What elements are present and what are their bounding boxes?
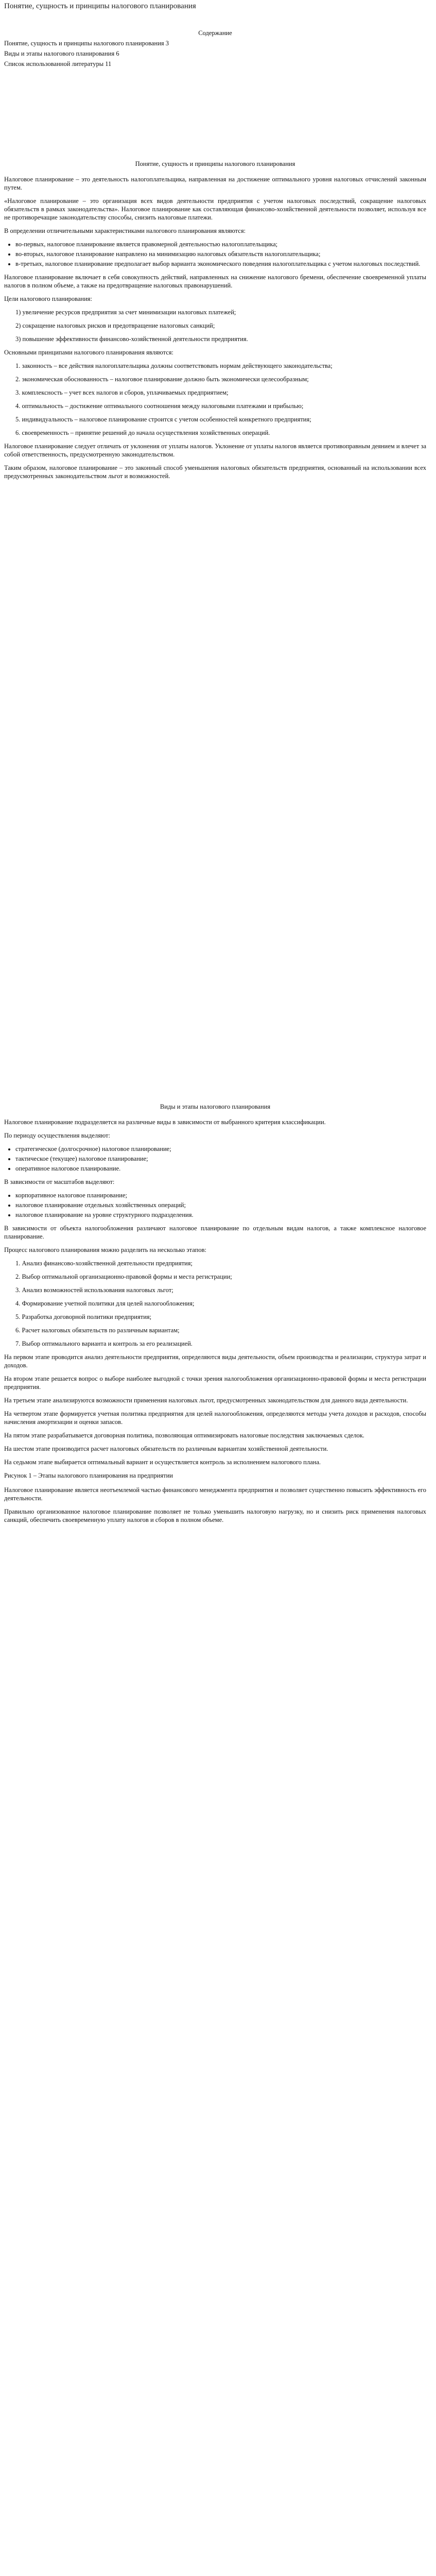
section-2-paragraph-6: На первом этапе проводится анализ деятельности предприятия, определяются виды деятельности, объем производства и реализации, структура затрат и доходов. bbox=[4, 1353, 426, 1369]
section-2-paragraph-11: На шестом этапе производится расчет налоговых обязательств по различным вариантам хозяйственной деятельности. bbox=[4, 1445, 328, 1452]
section-2-paragraph-2: По периоду осуществления выделяют: bbox=[4, 1132, 110, 1139]
section-1-paragraph-7: Налоговое планирование следует отличать от уклонения от уплаты налогов. Уклонение от уплаты налогов является противоправным деянием и влечет за собой ответственность, предусмотренную законодательством. bbox=[4, 443, 426, 458]
list-item: 4. Формирование учетной политики для целей налогообложения; bbox=[15, 1300, 195, 1307]
list-item: • тактическое (текущее) налоговое планирование; bbox=[15, 1155, 426, 1163]
list-item: 3. Анализ возможностей использования налоговых льгот; bbox=[15, 1286, 173, 1294]
section-2-paragraph-3: В зависимости от масштабов выделяют: bbox=[4, 1178, 115, 1185]
list-item: 7. Выбор оптимального варианта и контроль за его реализацией. bbox=[15, 1340, 193, 1347]
list-item: 6. Расчет налоговых обязательств по различным вариантам; bbox=[15, 1327, 180, 1334]
list-item: • налоговое планирование отдельных хозяйственных операций; bbox=[15, 1201, 426, 1209]
page-title: Понятие, сущность и принципы налогового планирования bbox=[4, 2, 196, 10]
section-2-list-period bbox=[15, 1145, 426, 1173]
toc-item: Список использованной литературы 11 bbox=[4, 60, 112, 67]
section-2-paragraph-10: На пятом этапе разрабатывается договорная политика, позволяющая оптимизировать налоговые последствия заключаемых сделок. bbox=[4, 1432, 364, 1439]
section-2-paragraph-7: На втором этапе решается вопрос о выборе наиболее выгодной с точки зрения налогообложения организационно-правовой формы и места регистрации предприятия. bbox=[4, 1375, 426, 1391]
list-item: 4. оптимальность – достижение оптимального соотношения между налоговыми платежами и прибылью; bbox=[15, 402, 304, 410]
section-1-paragraph-1: Налоговое планирование – это деятельность налогоплательщика, направленная на достижение оптимального уровня налоговых отчислений законным путем. bbox=[4, 176, 426, 191]
section-1-goals-list bbox=[15, 308, 426, 343]
list-item: • налоговое планирование на уровне структурного подразделения. bbox=[15, 1211, 426, 1219]
list-item: • корпоративное налоговое планирование; bbox=[15, 1191, 426, 1199]
list-item: • во-первых, налоговое планирование является правомерной деятельностью налогоплательщика; bbox=[15, 240, 426, 248]
section-1-paragraph-4: Налоговое планирование включает в себя совокупность действий, направленных на снижение налогового бремени, обеспечение своевременной уплаты налогов в полном объеме, а также на предотвращение налоговых правонарушений. bbox=[4, 274, 426, 289]
section-2-paragraph-1: Налоговое планирование подразделяется на различные виды в зависимости от выбранного критерия классификации. bbox=[4, 1118, 326, 1126]
toc-title: Содержание bbox=[198, 29, 232, 37]
section-2 bbox=[4, 1103, 426, 1529]
section-1-title: Понятие, сущность и принципы налогового планирования bbox=[135, 160, 295, 167]
section-2-stages-list bbox=[15, 1259, 426, 1348]
section-1 bbox=[4, 160, 426, 485]
section-2-paragraph-5: Процесс налогового планирования можно разделить на несколько этапов: bbox=[4, 1246, 206, 1253]
section-1-paragraph-6: Основными принципами налогового планирования являются: bbox=[4, 349, 173, 356]
toc-item: Понятие, сущность и принципы налогового планирования 3 bbox=[4, 40, 169, 47]
section-1-paragraph-8: Таким образом, налоговое планирование – это законный способ уменьшения налоговых обязательств предприятия, основанный на использовании всех предусмотренных законодательством льгот и возможностей. bbox=[4, 464, 426, 480]
section-2-paragraph-8: На третьем этапе анализируются возможности применения налоговых льгот, предусмотренных законодательством для данного вида деятельности. bbox=[4, 1397, 408, 1404]
list-item: • оперативное налоговое планирование. bbox=[15, 1164, 426, 1173]
section-2-list-scale bbox=[15, 1191, 426, 1219]
section-1-list-1 bbox=[15, 240, 426, 268]
section-1-paragraph-2: «Налоговое планирование – это организация всех видов деятельности предприятия с учетом налоговых последствий, сокращение налоговых обязательств в рамках законодательства». Налоговое планирование как составляющая финансово-хозяйственной деятельности позволяет, используя все не противоречащие законодательству способы, снизить налоговые платежи. bbox=[4, 197, 426, 221]
section-2-paragraph-13: Налоговое планирование является неотъемлемой частью финансового менеджмента предприятия и позволяет существенно повысить эффективность его деятельности. bbox=[4, 1486, 426, 1502]
section-1-paragraph-5: Цели налогового планирования: bbox=[4, 295, 93, 302]
section-2-paragraph-14: Правильно организованное налоговое планирование позволяет не только уменьшить налоговую нагрузку, но и снизить риск применения налоговых санкций, обеспечить своевременную уплату налогов и сборов в полном объеме. bbox=[4, 1508, 426, 1523]
list-item: • стратегическое (долгосрочное) налоговое планирование; bbox=[15, 1145, 426, 1153]
section-1-principles-list bbox=[15, 362, 426, 437]
list-item: 2. экономическая обоснованность – налоговое планирование должно быть экономически целесообразным; bbox=[15, 376, 309, 383]
list-item: • в-третьих, налоговое планирование предполагает выбор варианта экономического поведения налогоплательщика с учетом налоговых последствий. bbox=[15, 260, 426, 268]
figure-caption: Рисунок 1 – Этапы налогового планирования на предприятии bbox=[4, 1472, 173, 1479]
list-item: 2. Выбор оптимальной организационно-правовой формы и места регистрации; bbox=[15, 1273, 232, 1280]
section-2-paragraph-4: В зависимости от объекта налогообложения различают налоговое планирование по отдельным видам налогов, а также комплексное налоговое планирование. bbox=[4, 1225, 426, 1240]
section-2-paragraph-9: На четвертом этапе формируется учетная политика предприятия для целей налогообложения, определяются методы учета доходов и расходов, способы начисления амортизации и оценки запасов. bbox=[4, 1410, 426, 1426]
list-item: 6. своевременность – принятие решений до начала осуществления хозяйственных операций. bbox=[15, 429, 270, 436]
list-item: 2) сокращение налоговых рисков и предотвращение налоговых санкций; bbox=[15, 322, 215, 329]
list-item: 1. Анализ финансово-хозяйственной деятельности предприятия; bbox=[15, 1260, 193, 1267]
list-item: 3) повышение эффективности финансово-хозяйственной деятельности предприятия. bbox=[15, 335, 248, 343]
list-item: • во-вторых, налоговое планирование направлено на минимизацию налоговых обязательств налогоплательщика; bbox=[15, 250, 426, 258]
table-of-contents bbox=[4, 28, 426, 69]
section-1-paragraph-3: В определении отличительными характеристиками налогового планирования являются: bbox=[4, 227, 246, 234]
list-item: 5. индивидуальность – налоговое планирование строится с учетом особенностей конкретного предприятия; bbox=[15, 416, 311, 423]
list-item: 3. комплексность – учет всех налогов и сборов, уплачиваемых предприятием; bbox=[15, 389, 229, 396]
list-item: 1. законность – все действия налогоплательщика должны соответствовать нормам действующего законодательства; bbox=[15, 362, 333, 369]
section-2-paragraph-12: На седьмом этапе выбирается оптимальный вариант и осуществляется контроль за исполнением налогового плана. bbox=[4, 1459, 321, 1466]
list-item: 1) увеличение ресурсов предприятия за счет минимизации налоговых платежей; bbox=[15, 309, 236, 316]
section-2-title: Виды и этапы налогового планирования bbox=[160, 1103, 271, 1110]
list-item: 5. Разработка договорной политики предприятия; bbox=[15, 1313, 152, 1320]
toc-item: Виды и этапы налогового планирования 6 bbox=[4, 50, 119, 57]
